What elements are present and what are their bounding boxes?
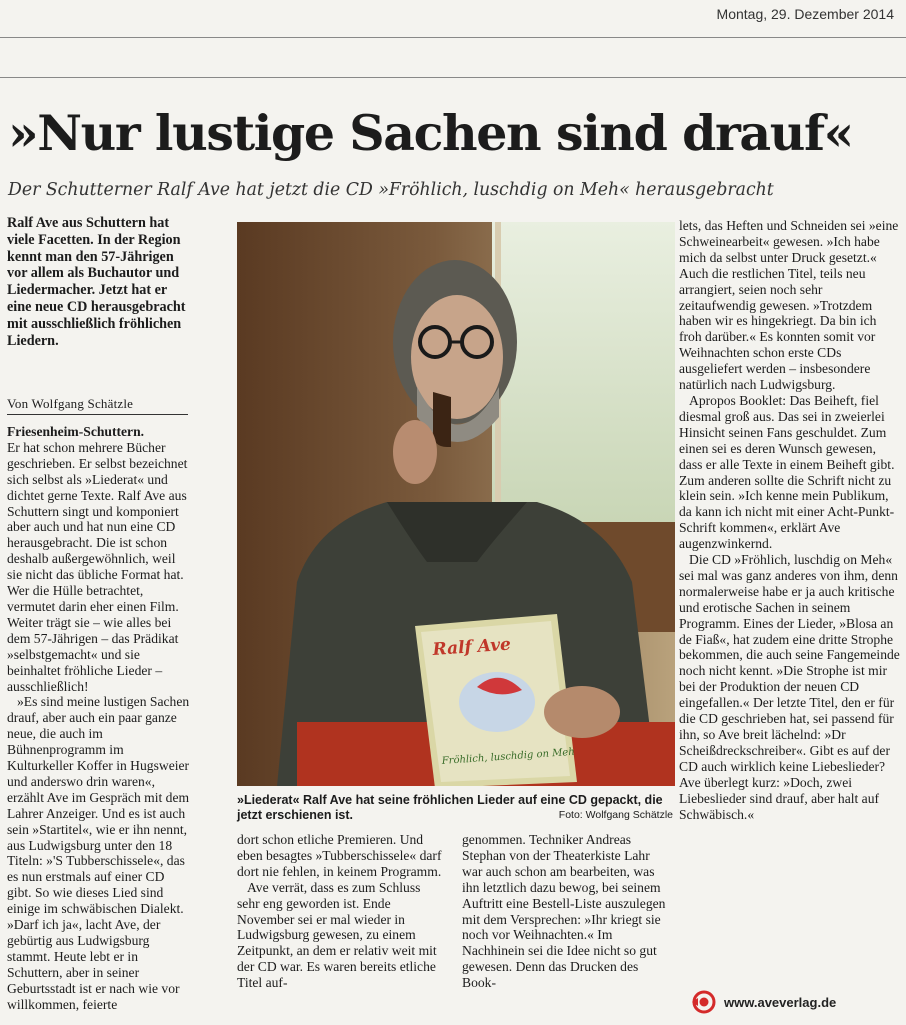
caption-lead: »Liederat« Ralf Ave (237, 793, 353, 807)
headline: »Nur lustige Sachen sind drauf« (8, 104, 853, 162)
article-photo (237, 222, 675, 786)
paragraph: Die CD »Fröhlich, luschdig on Meh« sei mal was ganz anderes von ihm, denn normalerweise habe er ja auch kritische und erotische Sachen in seinem Programm. Eines der Lieder, »Blosa an de Fiaß«, hat zudem eine dritte Strophe bekommen, die auch seine Fangemeinde noch nicht kennt. »Die Strophe ist mir bei der Produktion der neuen CD eingefallen.« Der letzte Titel, den er für die CD geschrieben hat, sei passend für ihn, so Ave breit lächelnd: »Dr Scheißdreckschreiber«. Gibt es auf der CD auch wirklich keine Liebeslieder? Ave überlegt kurz: »Doch, zwei Liebeslieder sind drauf, aber halt auf Schwäbisch.« (679, 552, 900, 822)
column-4 (679, 218, 900, 822)
paragraph: genommen. Techniker Andreas Stephan von der Theaterkiste Lahr war auch schon am bearbeiten, was ihn letztlich dazu bewog, bei seinem Auftritt eine Bestell-Liste auszulegen mit dem Versprechen: »Ihr kriegt sie noch vor Weihnachten.« Im Nachhinein sei die Idee nicht so gut gewesen. Denn das Drucken des Book- (462, 832, 666, 991)
cd-title-text: Fröhlich, luschdig on Meh (441, 746, 576, 767)
issue-date: Montag, 29. Dezember 2014 (716, 6, 894, 22)
byline: Von Wolfgang Schätzle (7, 396, 188, 415)
column-1 (7, 424, 190, 1013)
cd-artist-text: Ralf Ave (431, 634, 512, 660)
photo-credit: Foto: Wolfgang Schätzle (558, 809, 673, 821)
column-2 (237, 832, 444, 991)
column-3 (462, 832, 672, 991)
caption-text: hat seine fröhlichen Lieder auf eine CD gepackt, die jetzt erschienen ist. (237, 793, 663, 822)
paragraph: lets, das Heften und Schneiden sei »eine Schweinearbeit« gewesen. »Ich habe mich da selbst unter Druck gesetzt.« Auch die restlichen Titel, teils neu arrangiert, seien noch sehr zeitaufwendig gewesen. »Trotzdem haben wir es hingekriegt. Da bin ich froh darüber.« Es konnten somit vor Weihnachten schon erste CDs ausgeliefert werden – insbesondere natürlich nach Ludwigsburg. (679, 218, 899, 393)
top-rule (0, 37, 906, 38)
website-link[interactable]: www.aveverlag.de (724, 994, 837, 1010)
header-rule (0, 77, 906, 78)
paragraph: Ave verrät, dass es zum Schluss sehr eng geworden ist. Ende November sei er mal wieder in Ludwigsburg gewesen, zu einem Zeitpunkt, an dem er relativ weit mit der CD war. Es waren bereits etliche Titel auf- (237, 879, 437, 991)
paragraph: »Es sind meine lustigen Sachen drauf, aber auch ein paar ganze neue, die auch im Bühnenprogramm im Kulturkeller Koffer in Hugsweier und anderswo drin waren«, erzählt Ave im Gespräch mit dem Lahrer Anzeiger. Und es ist auch sein »Startitel«, wie er ihn nennt, aus Ludwigsburg unter den 18 Titeln: »'S Tubberschissele«, das es nun erstmals auf einer CD gibt. So wie dieses Lied sind einige im schwäbischen Dialekt. »Darf ich ja«, lacht Ave, der gebürtig aus Ludwigsburg stammt. Heute lebt er in Schuttern, aber in seiner Geburtsstadt ist er nach wie vor willkommen, feierte (7, 694, 190, 1012)
publisher-logo-icon (690, 990, 718, 1014)
dateline: Friesenheim-Schuttern. (7, 424, 145, 439)
paragraph: Er hat schon mehrere Bücher geschrieben. Er selbst bezeichnet sich selbst als »Liederat« und dichtet gerne Texte. Ralf Ave aus Schuttern singt und komponiert aber auch und hat nun eine CD herausgebracht. Die ist schon deshalb außergewöhnlich, weil sie nicht das übliche Format hat. Wer die Hülle betrachtet, vermutet darin eher einen Film. Weiter trägt sie – wie alles bei dem 57-Jährigen – das Prädikat »selbstgemacht« und sie beinhaltet fröhliche Lieder – ausschließlich! (7, 439, 188, 694)
subheadline: Der Schutterner Ralf Ave hat jetzt die CD »Fröhlich, luschdig on Meh« herausgebracht (8, 180, 774, 200)
paragraph: dort schon etliche Premieren. Und eben besagtes »Tubberschissele« darf dort nie fehlen, in keinem Programm. (237, 832, 442, 879)
photo-caption (237, 793, 673, 823)
photo-illustration (237, 222, 675, 786)
paragraph: Apropos Booklet: Das Beiheft, fiel diesmal groß aus. Das sei in zweierlei Hinsicht seinen Fans geschuldet. Zum einen sei es deren Wunsch gewesen, dass er alle Texte in einem Beiheft gibt. Zum anderen sollte die Schrift nicht zu klein sein. »Ich kenne mein Publikum, da kann ich nicht mit einer Acht-Punkt-Schrift kommen«, erklärt Ave augenzwinkernd. (679, 392, 895, 552)
publisher-footer (690, 990, 836, 1014)
intro-text: Ralf Ave aus Schuttern hat viele Facetten. In der Region kennt man den 57-Jährigen vor allem als Buchautor und Liedermacher. Jetzt hat er eine neue CD herausgebracht mit ausschließlich fröhlichen Liedern. (7, 215, 186, 349)
